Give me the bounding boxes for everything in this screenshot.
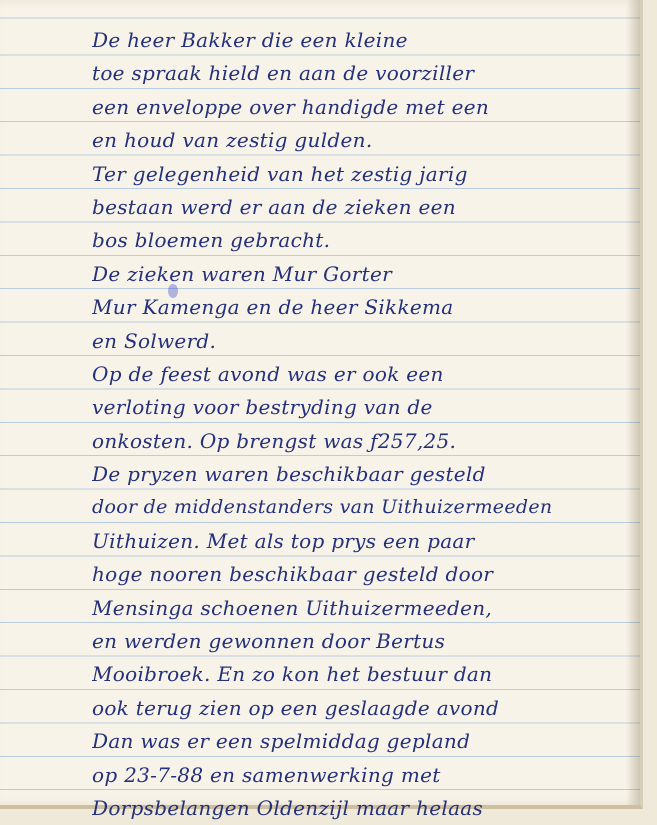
- text-line-15: door de middenstanders van Uithuizermeeden: [92, 496, 553, 519]
- text-line-11: Op de feest avond was er ook een: [92, 361, 444, 386]
- text-line-9: Mur Kamenga en de heer Sikkema: [92, 295, 454, 320]
- text-line-23: op 23-7-88 en samenwerking met: [92, 762, 441, 787]
- text-line-17: hoge nooren beschikbaar gesteld door: [92, 562, 494, 587]
- text-line-10: en Solwerd.: [92, 328, 217, 353]
- text-line-7: bos bloemen gebracht.: [92, 228, 331, 253]
- text-line-14: De pryzen waren beschikbaar gesteld: [92, 462, 486, 487]
- text-line-5: Ter gelegenheid van het zestig jarig: [92, 161, 468, 186]
- text-line-24: Dorpsbelangen Oldenzijl maar helaas: [92, 795, 484, 820]
- text-line-22: Dan was er een spelmiddag gepland: [92, 729, 471, 754]
- text-line-2: toe spraak hield en aan de voorziller: [92, 61, 475, 86]
- text-line-16: Uithuizen. Met als top prys een paar: [92, 528, 475, 553]
- text-line-12: verloting voor bestryding van de: [92, 395, 433, 420]
- text-line-13: onkosten. Op brengst was ƒ257,25.: [92, 428, 457, 453]
- text-line-20: Mooibroek. En zo kon het bestuur dan: [92, 662, 493, 687]
- handwritten-text: [92, 24, 637, 825]
- text-line-1: De heer Bakker die een kleine: [92, 28, 408, 52]
- text-line-18: Mensinga schoenen Uithuizermeeden,: [92, 595, 493, 620]
- text-line-4: en houd van zestig gulden.: [92, 128, 373, 153]
- text-line-21: ook terug zien op een geslaagde avond: [92, 695, 500, 720]
- text-line-19: en werden gewonnen door Bertus: [92, 629, 446, 654]
- text-line-8: De zieken waren Mur Gorter: [92, 261, 392, 286]
- text-line-6: bestaan werd er aan de zieken een: [92, 194, 456, 219]
- text-line-3: een enveloppe over handigde met een: [92, 94, 490, 119]
